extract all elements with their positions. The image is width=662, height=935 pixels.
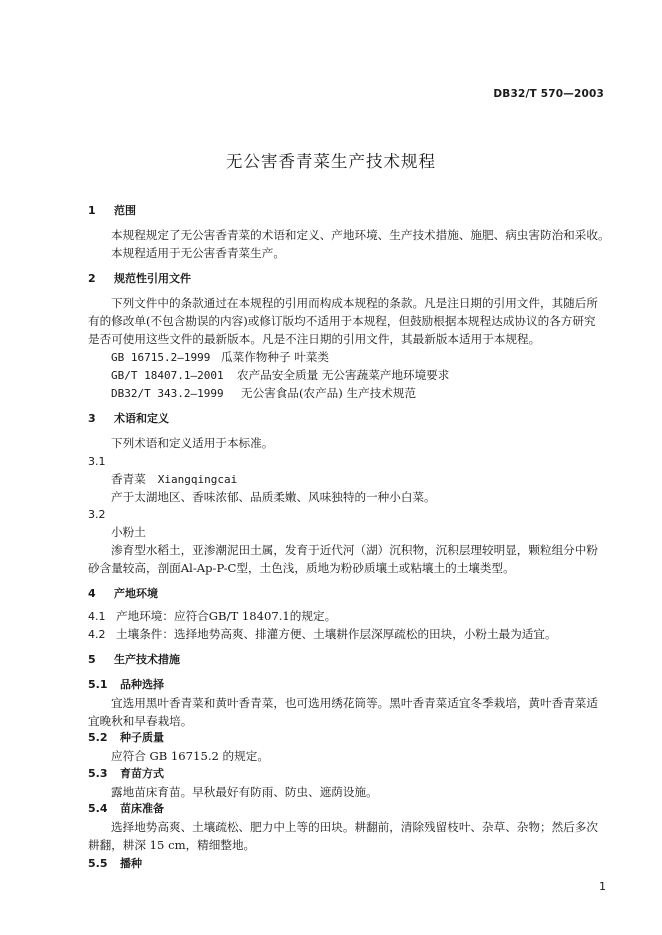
term-3-2-definition: 渗育型水稻土，亚渗潮泥田土属，发育于近代河（湖）沉积物，沉积层理较明显，颗粒组分中粉 <box>111 543 598 557</box>
clause-5-5-heading: 5.5 播种 <box>88 857 142 870</box>
reference-item: GB 16715.2—1999 瓜菜作物种子 叶菜类 <box>111 350 330 364</box>
term-3-1: 香青菜 Xiangqingcai <box>111 472 238 486</box>
paragraph: 下列文件中的条款通过在本规程的引用而构成本规程的条款。凡是注日期的引用文件，其随后所 <box>111 296 598 310</box>
section-2-heading: 2 规范性引用文件 <box>88 272 191 285</box>
clause-4-1: 4.1 产地环境：应符合GB/T 18407.1的规定。 <box>88 609 337 623</box>
document-number: DB32/T 570—2003 <box>493 88 604 100</box>
clause-4-2: 4.2 土壤条件：选择地势高爽、排灌方便、土壤耕作层深厚疏松的田块，小粉土最为适宜。 <box>88 627 557 641</box>
paragraph: 本规程适用于无公害香青菜生产。 <box>111 246 285 260</box>
term-3-1-number: 3.1 <box>88 455 106 468</box>
paragraph: 选择地势高爽、土壤疏松、肥力中上等的田块。耕翻前，清除残留枝叶、杂草、杂物；然后多次 <box>111 820 598 834</box>
clause-5-3-heading: 5.3 育苗方式 <box>88 767 164 780</box>
clause-5-4-heading: 5.4 苗床准备 <box>88 802 164 815</box>
term-3-1-definition: 产于太湖地区、香味浓郁、品质柔嫩、风味独特的一种小白菜。 <box>111 490 436 504</box>
paragraph: 下列术语和定义适用于本标准。 <box>111 436 274 450</box>
section-1-heading: 1 范围 <box>88 204 136 217</box>
clause-5-2-heading: 5.2 种子质量 <box>88 731 164 744</box>
paragraph: 宜晚秋和早春栽培。 <box>88 714 193 728</box>
paragraph: 是否可使用这些文件的最新版本。凡是不注日期的引用文件，其最新版本适用于本规程。 <box>88 332 541 346</box>
term-3-2: 小粉土 <box>111 525 146 539</box>
term-3-2-number: 3.2 <box>88 508 106 521</box>
paragraph: 有的修改单(不包含勘误的内容)或修订版均不适用于本规程，但鼓励根据本规程达成协议的各方研究 <box>88 314 596 328</box>
reference-item: DB32/T 343.2—1999 无公害食品(农产品) 生产技术规范 <box>111 386 417 400</box>
term-3-2-definition-cont: 砂含量较高，剖面Al-Ap-P-C型，土色浅，质地为粉砂质壤土或粘壤土的土壤类型。 <box>88 561 515 575</box>
paragraph: 宜选用黑叶香青菜和黄叶香青菜，也可选用绣花筒等。黑叶香青菜适宜冬季栽培，黄叶香青菜适 <box>111 696 598 710</box>
paragraph: 耕翻，耕深 15 cm，精细整地。 <box>88 838 256 852</box>
reference-item: GB/T 18407.1—2001 农产品安全质量 无公害蔬菜产地环境要求 <box>111 368 450 382</box>
paragraph: 露地苗床育苗。早秋最好有防雨、防虫、遮荫设施。 <box>111 785 378 799</box>
section-3-heading: 3 术语和定义 <box>88 412 169 425</box>
clause-5-1-heading: 5.1 品种选择 <box>88 678 164 691</box>
page-number: 1 <box>599 880 606 893</box>
paragraph: 应符合 GB 16715.2 的规定。 <box>111 749 269 763</box>
paragraph: 本规程规定了无公害香青菜的术语和定义、产地环境、生产技术措施、施肥、病虫害防治和采收。 <box>111 228 610 242</box>
document-title: 无公害香青菜生产技术规程 <box>226 152 436 171</box>
section-4-heading: 4 产地环境 <box>88 587 158 600</box>
section-5-heading: 5 生产技术措施 <box>88 653 180 666</box>
